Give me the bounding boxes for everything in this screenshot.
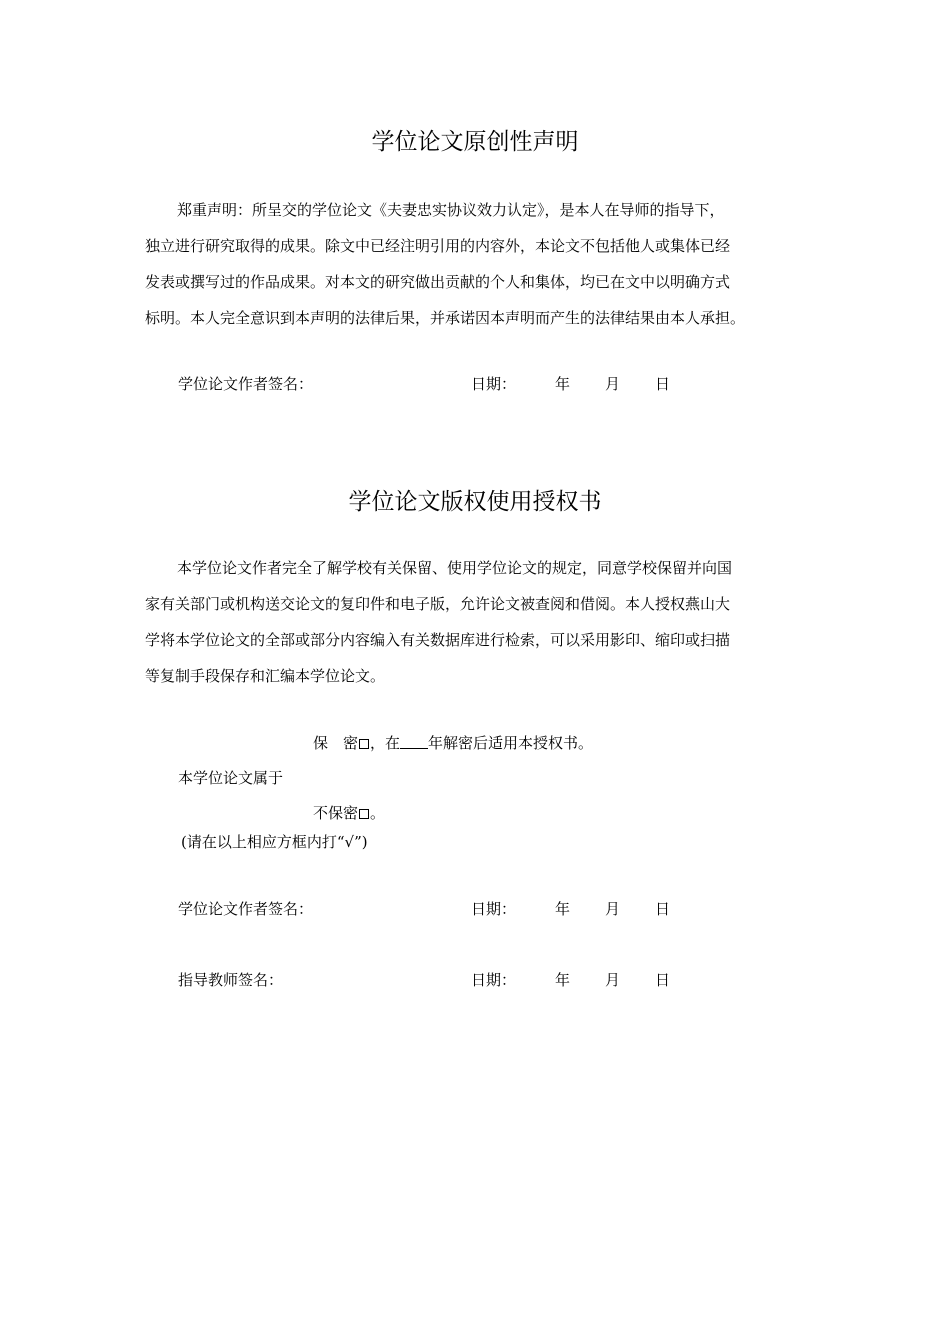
- advisor-date-label: 日期：: [471, 971, 517, 989]
- secret-years-blank[interactable]: [400, 734, 428, 749]
- originality-signature-label: 学位论文作者签名：: [178, 375, 314, 393]
- author-month-label: 月: [605, 900, 621, 918]
- advisor-year-label: 年: [555, 971, 571, 989]
- originality-line-4: 标明。本人完全意识到本声明的法律后果，并承诺因本声明而产生的法律结果由本人承担。: [145, 309, 746, 327]
- authorization-line-4: 等复制手段保存和汇编本学位论文。: [145, 667, 386, 685]
- secret-after-text: ，在: [370, 734, 401, 752]
- advisor-day-label: 日: [655, 971, 671, 989]
- secret-label: 保 密: [313, 734, 359, 752]
- originality-paragraph: [145, 192, 805, 336]
- not-secret-tail: 。: [370, 804, 386, 822]
- author-signature-label: 学位论文作者签名：: [178, 900, 314, 918]
- not-secret-option: [313, 803, 385, 823]
- advisor-month-label: 月: [605, 971, 621, 989]
- advisor-signature-label: 指导教师签名：: [178, 971, 284, 989]
- originality-line-3: 发表或撰写过的作品成果。对本文的研究做出贡献的个人和集体，均已在文中以明确方式: [145, 273, 731, 291]
- originality-line-1: 郑重声明：所呈交的学位论文《夫妻忠实协议效力认定》，是本人在导师的指导下，: [177, 201, 725, 219]
- originality-line-2: 独立进行研究取得的成果。除文中已经注明引用的内容外，本论文不包括他人或集体已经: [145, 237, 731, 255]
- authorization-line-2: 家有关部门或机构送交论文的复印件和电子版，允许论文被查阅和借阅。本人授权燕山大: [145, 595, 731, 613]
- authorization-title: 学位论文版权使用授权书: [348, 489, 602, 515]
- originality-title: 学位论文原创性声明: [371, 129, 579, 155]
- author-year-label: 年: [555, 900, 571, 918]
- author-date-label: 日期：: [471, 900, 517, 918]
- originality-year-label: 年: [555, 375, 571, 393]
- originality-month-label: 月: [605, 375, 621, 393]
- authorization-paragraph: [145, 550, 805, 694]
- checkbox-instruction: (请在以上相应方框内打“√”): [181, 833, 368, 851]
- secret-checkbox[interactable]: [359, 739, 369, 749]
- secret-option: [313, 733, 593, 753]
- originality-date-label: 日期：: [471, 375, 517, 393]
- not-secret-checkbox[interactable]: [359, 809, 369, 819]
- authorization-line-1: 本学位论文作者完全了解学校有关保留、使用学位论文的规定，同意学校保留并向国: [177, 559, 733, 577]
- author-day-label: 日: [655, 900, 671, 918]
- originality-day-label: 日: [655, 375, 671, 393]
- authorization-line-3: 学将本学位论文的全部或部分内容编入有关数据库进行检索，可以采用影印、缩印或扫描: [145, 631, 731, 649]
- secret-tail-text: 年解密后适用本授权书。: [428, 734, 594, 752]
- not-secret-label: 不保密: [313, 804, 359, 822]
- belongs-label: 本学位论文属于: [178, 769, 284, 787]
